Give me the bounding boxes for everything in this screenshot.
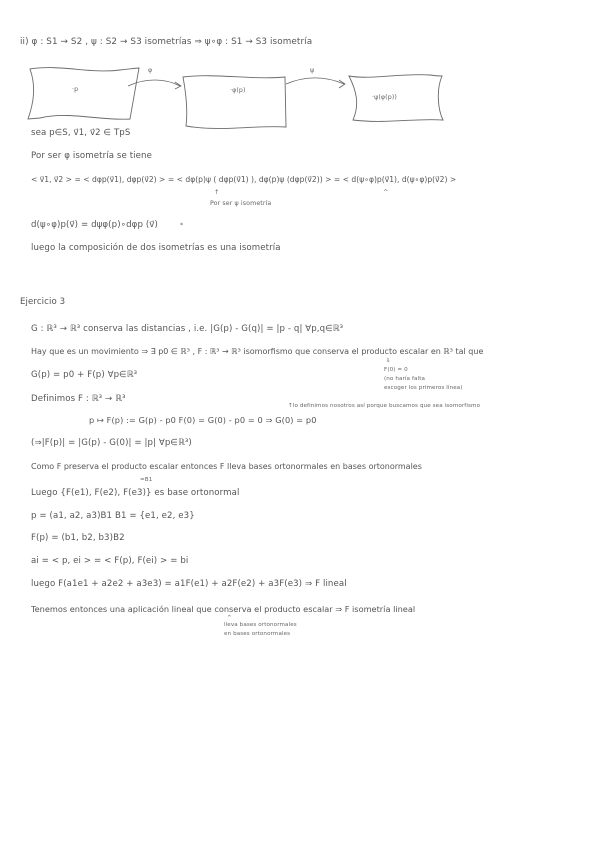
chain-rule-mark: * [180, 222, 184, 229]
sea-line: sea p∈S, v⃗1, v⃗2 ∈ TpS [31, 128, 131, 138]
por-ser-line: Por ser φ isometría se tiene [31, 151, 152, 161]
lleva-note-2: en bases ortonormales [224, 631, 291, 637]
note-arrow: ⇓ [386, 358, 391, 364]
diagram-psi-label: ψ [310, 67, 315, 74]
luego-base-line: Luego {F(e1), F(e2), F(e3)} es base ortonormal [31, 488, 240, 498]
lo-definimos-note: ↑lo definimos nosotros así porque buscamos que sea isomorfismo [288, 403, 481, 409]
diagram-p-label: ·p [72, 86, 79, 93]
gp-formula-line: G(p) = p0 + F(p) ∀p∈ℝ³ [31, 370, 138, 380]
equation-arrow-mark: ↑ [214, 189, 220, 196]
hay-que-line: Hay que es un movimiento ⇒ ∃ p0 ∈ ℝ³ , F : ℝ³ → ℝ³ isomorfismo que conserva el producto escalar en ℝ³ tal que [31, 347, 484, 356]
norm-line: (⇒|F(p)| = |G(p) - G(0)| = |p| ∀p∈ℝ³) [31, 438, 192, 448]
section-ii-heading: ii) φ : S1 → S2 , ψ : S2 → S3 isometrías ⇒ ψ∘φ : S1 → S3 isometría [20, 37, 313, 47]
lleva-note-1: lleva bases ortonormales [224, 622, 297, 628]
note-no-haria: (no haría falta [384, 376, 426, 382]
section-ii-conclusion: luego la composición de dos isometrías es una isometría [31, 243, 281, 253]
tenemos-line: Tenemos entonces una aplicación lineal que conserva el producto escalar ⇒ F isometría lineal [31, 604, 416, 614]
equation-caret-mark: ^ [383, 189, 389, 196]
ai-line: ai = < p, ei > = < F(p), F(ei) > = bi [31, 556, 189, 566]
por-ser-psi-note: Por ser ψ isometría [210, 200, 272, 207]
p-coordinates-line: p = (a1, a2, a3)B1 B1 = {e1, e2, e3} [31, 511, 195, 521]
definimos-line: Definimos F : ℝ³ → ℝ³ [31, 394, 126, 404]
note-escoger: escoger los primeros línea) [384, 385, 463, 391]
diagram-psi-phi-p-label: ·ψ(φ(p)) [372, 94, 397, 101]
diagram-phi-label: φ [148, 67, 153, 74]
exercise-3-title: Ejercicio 3 [20, 297, 66, 307]
chain-rule-line: d(ψ∘φ)p(v⃗) = dψφ(p)∘dφp (v⃗) [31, 220, 158, 230]
psi-arrow [286, 78, 344, 84]
fp-coordinates-line: F(p) = (b1, b2, b3)B2 [31, 533, 125, 543]
preserva-line: Como F preserva el producto escalar entonces F lleva bases ortonormales en bases ortonormales [31, 462, 422, 471]
diagram-phi-p-label: ·φ(p) [230, 87, 246, 94]
lleva-caret: ^ [227, 615, 232, 621]
g-definition-line: G : ℝ³ → ℝ³ conserva las distancias , i.e. |G(p) - G(q)| = |p - q| ∀p,q∈ℝ³ [31, 324, 344, 334]
map-definition-line: p ↦ F(p) := G(p) - p0 F(0) = G(0) - p0 = 0 ⇒ G(0) = p0 [89, 415, 317, 425]
surface-s1 [28, 68, 139, 120]
linearity-line: luego F(a1e1 + a2e2 + a3e3) = a1F(e1) + a2F(e2) + a3F(e3) ⇒ F lineal [31, 579, 347, 589]
note-f0: F(0) = 0 [384, 367, 408, 373]
inner-product-equation: < v⃗1, v⃗2 > = < dφp(v⃗1), dφp(v⃗2) > = < dφ(p)ψ ( dφp(v⃗1) ), dφ(p)ψ (dφp(v⃗2)) > = < d(ψ∘φ)p(v⃗1), d(ψ∘φ)p(v⃗2) > [31, 175, 457, 184]
surface-s2 [183, 76, 286, 129]
b1-mark: =B1 [140, 477, 153, 483]
